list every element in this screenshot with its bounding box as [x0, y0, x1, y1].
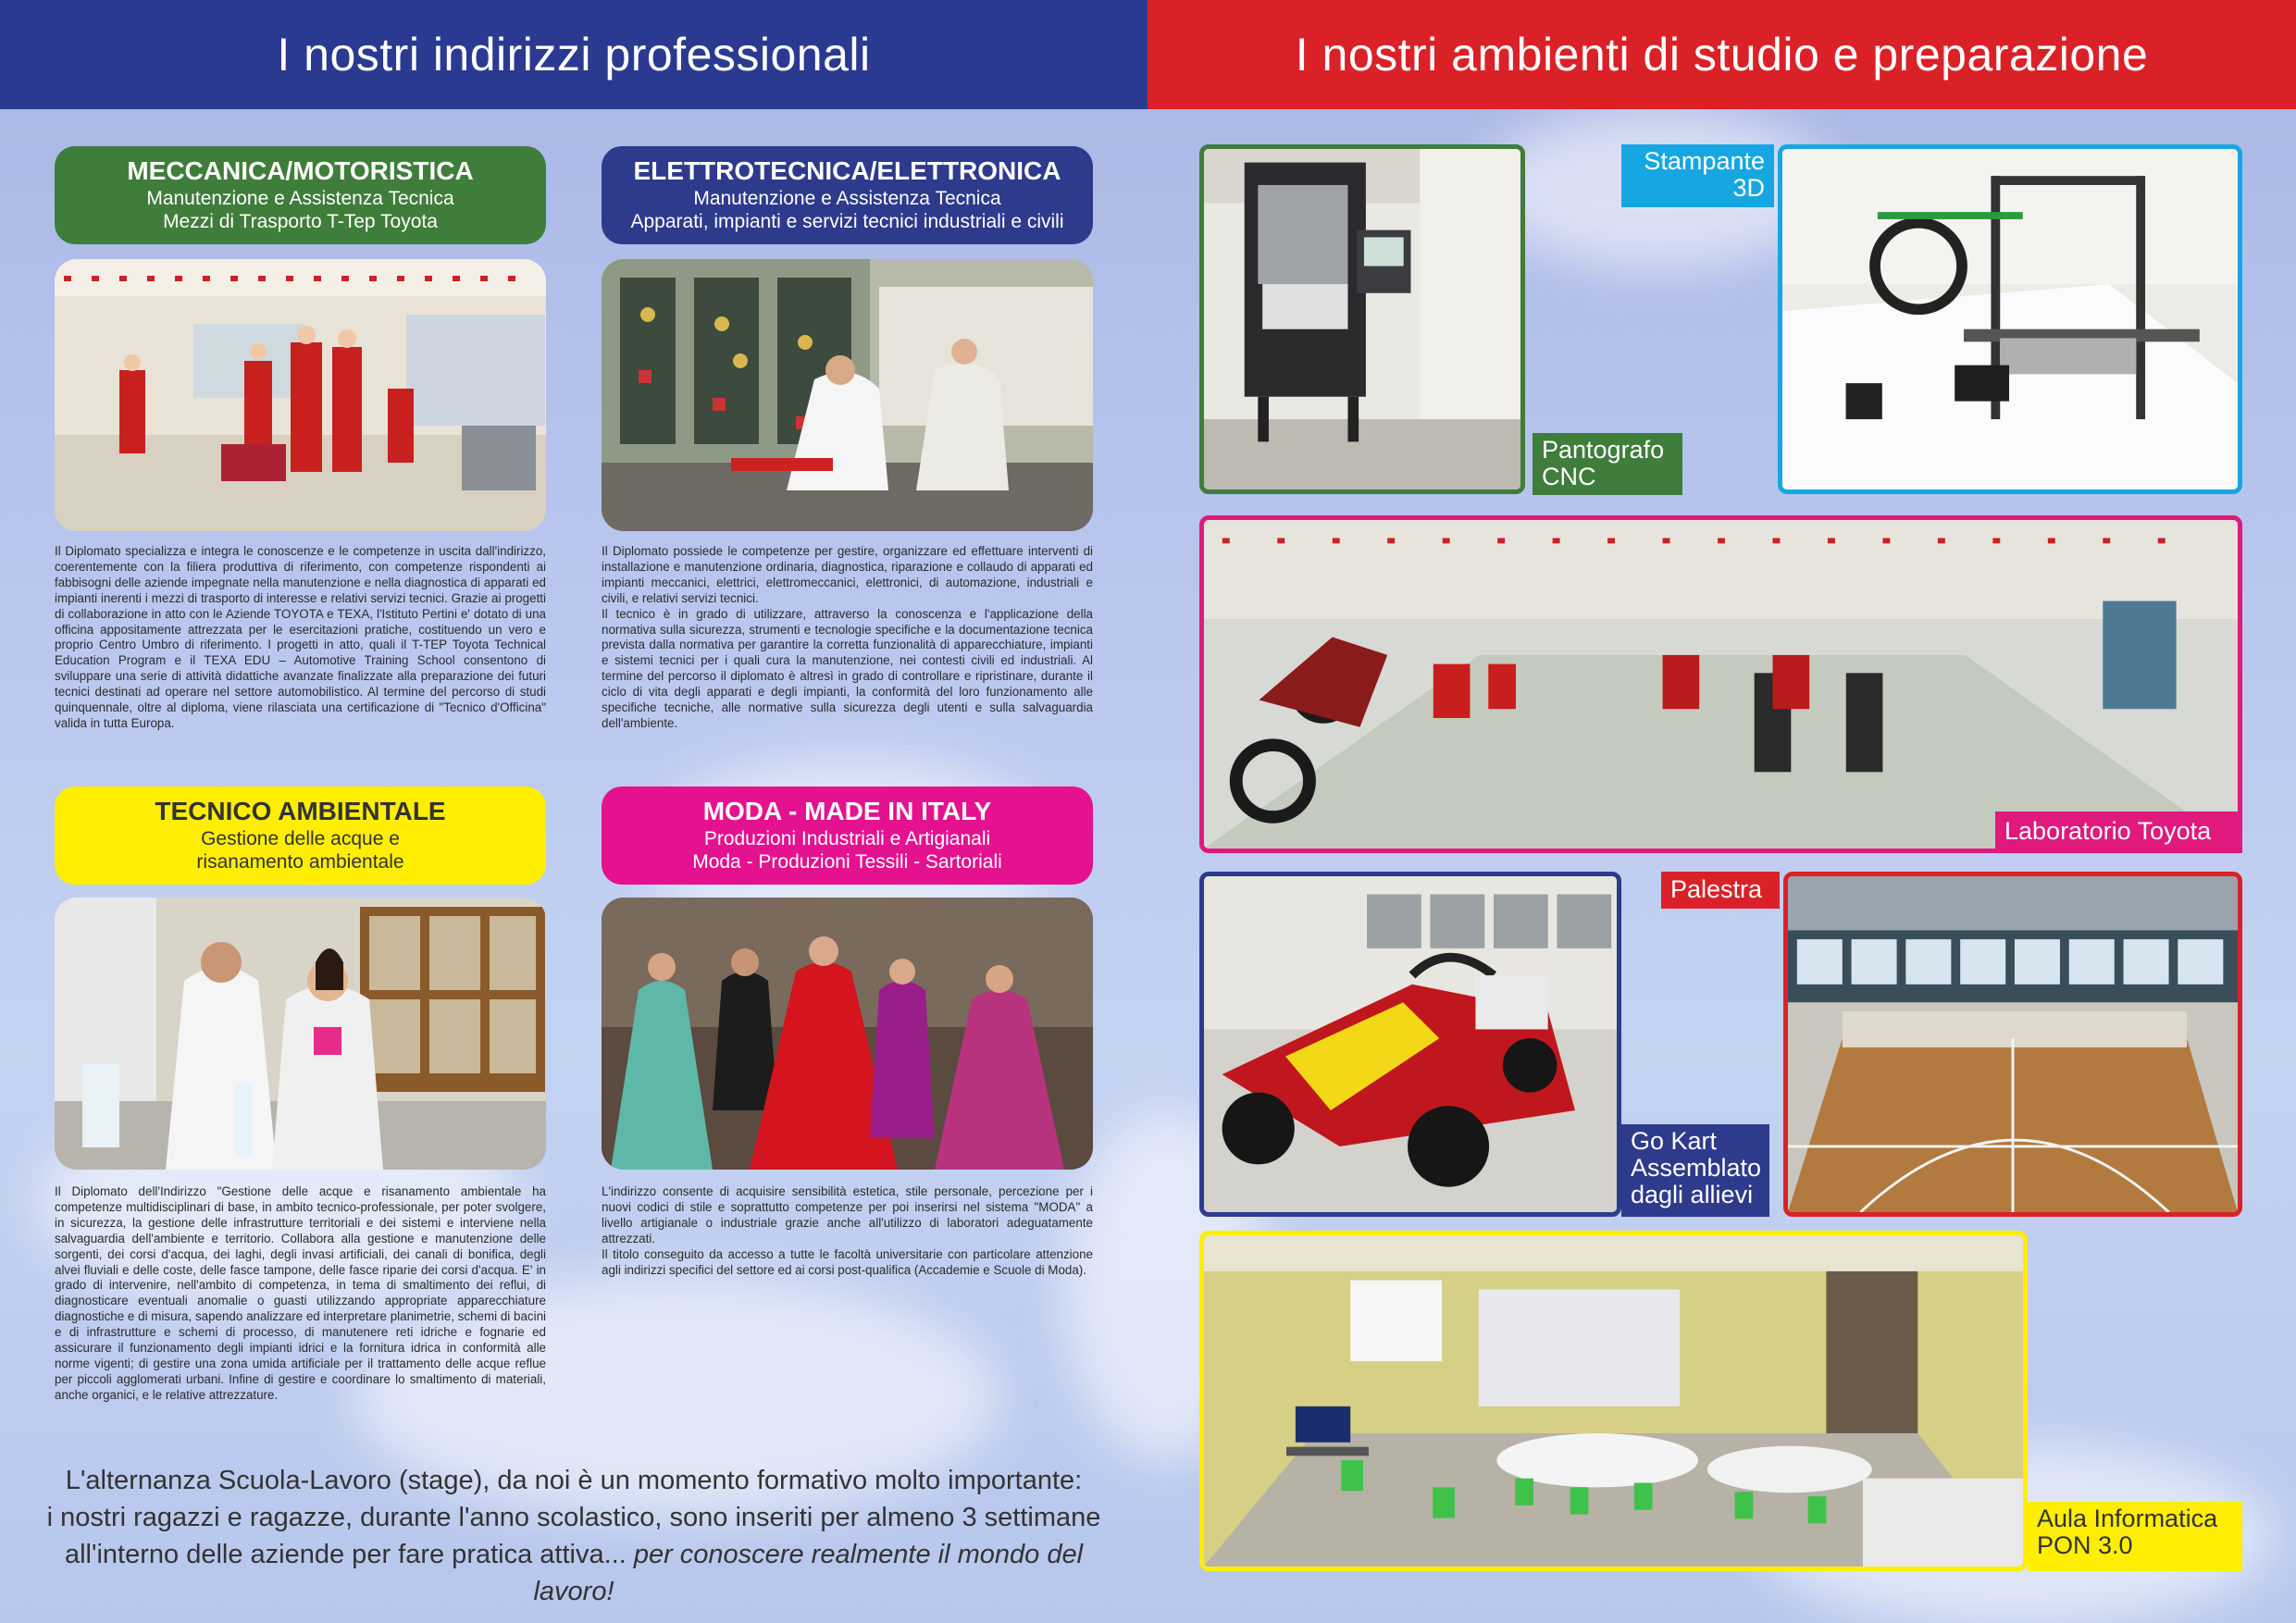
label-line: Laboratorio Toyota	[2004, 817, 2212, 845]
label-line: Assemblato	[1631, 1154, 1762, 1182]
label-go-kart	[1621, 1124, 1769, 1217]
course-description-elettrotecnica	[602, 544, 1093, 732]
course-header-ambientale	[55, 787, 546, 885]
photo-meccanica-workshop	[55, 259, 546, 531]
label-pantografo-cnc	[1533, 433, 1682, 495]
label-line: Stampante	[1644, 147, 1765, 175]
label-laboratorio-toyota	[1995, 812, 2242, 853]
course-header-elettrotecnica	[602, 146, 1093, 244]
closing-statement	[37, 1462, 1111, 1610]
label-line: Palestra	[1670, 875, 1763, 903]
right-title-band	[1148, 0, 2296, 109]
course-title: MODA - MADE IN ITALY	[702, 797, 992, 825]
photo-palestra	[1783, 872, 2242, 1217]
label-line: 3D	[1732, 174, 1765, 202]
closing-line-italic: per conoscere realmente il mondo del lavoro!	[533, 1540, 1084, 1606]
photo-elettrotecnica-lab	[602, 259, 1093, 531]
course-paragraph: Il Diplomato dell'Indirizzo "Gestione delle acque e risanamento ambientale ha competenze multidisciplinari di base, in ambito tecnico-professionale, per poter svolgere, in sicurezza, la gestione delle infrastrutture territoriali e dei sistemi e interviene nella salvaguardia dell'ambiente e territorio. Collabora alla gestione e manutenzione delle sorgenti, dei corsi d'acqua, dei laghi, degli invasi artificiali, dei canali di bonifica, degli alvei fluviali e delle coste, delle fasce tampone, delle fasce riparie dei corsi d'acqua. E' in grado di intervenire, nell'ambito di competenza, in tema di smaltimento dei reflui, di diagnosticare eventuali anomalie o guasti utilizzando appropriate apparecchiature diagnostiche e di misura, sapendo analizzare ed interpretare planimetrie, schemi di bacini e di infrastrutture e schemi di processo, di manutenere reti idriche e fognarie ed assicurare il funzionamento degli impianti idrici e la fornitura idrica in conformità alle norme vigenti; di gestire una zona umida artificiale per il trattamento delle acque reflue per piccoli agglomerati urbani. Infine di gestire e coordinare lo smaltimento di materiali, anche organici, e le relative attrezzature.	[55, 1184, 546, 1402]
photo-pantografo-cnc	[1199, 144, 1525, 494]
photo-ambientale-lab	[55, 898, 546, 1170]
course-description-meccanica	[55, 544, 546, 732]
label-line: Go Kart	[1631, 1127, 1718, 1155]
course-subtitle: Apparati, impianti e servizi tecnici industriali e civili	[630, 211, 1064, 232]
course-subtitle: Gestione delle acque e	[201, 828, 400, 849]
course-paragraph: L'indirizzo consente di acquisire sensibilità estetica, stile personale, percezione per i nuovi codici di stile e soprattutto competenze per poi inserirsi nel sistema "MODA" a livello artigianale o industriale grazie anche all'utilizzo di laboratori adeguatamente attrezzati.	[602, 1184, 1093, 1245]
closing-line	[37, 1536, 1111, 1610]
course-subtitle: Moda - Produzioni Tessili - Sartoriali	[692, 851, 1002, 873]
label-line: Pantografo	[1542, 436, 1665, 464]
label-aula-informatica	[2028, 1502, 2242, 1571]
course-subtitle: Produzioni Industriali e Artigianali	[703, 828, 991, 849]
course-subtitle: risanamento ambientale	[196, 851, 404, 873]
photo-stampante-3d	[1778, 144, 2242, 494]
course-subtitle: Manutenzione e Assistenza Tecnica	[693, 188, 1001, 209]
left-title-band	[0, 0, 1148, 109]
course-title: MECCANICA/MOTORISTICA	[127, 156, 474, 185]
course-paragraph: Il tecnico è in grado di utilizzare, attraverso la conoscenza e l'applicazione della normativa sulla sicurezza, strumenti e tecnologie specifiche e la documentazione tecnica prevista dalla normativa per garantire la corretta funzionalità di apparecchiature, impianti e sistemi tecnici per i quali cura la manutenzione, nei contesti civili ed industriali. Al termine del percorso il diplomato è altresì in grado di controllare e ripristinare, durante il ciclo di vita degli apparati e degli impianti, la conformità del loro funzionamento alle specifiche tecniche, alle normative sulla sicurezza degli utenti e sulla salvaguardia dell'ambiente.	[602, 606, 1093, 730]
closing-line: i nostri ragazzi e ragazze, durante l'anno scolastico, sono inseriti per almeno 3 settimane	[46, 1503, 1101, 1532]
photo-laboratorio-toyota	[1199, 515, 2242, 853]
closing-line: L'alternanza Scuola-Lavoro (stage), da noi è un momento formativo molto importante:	[65, 1466, 1083, 1495]
course-subtitle: Manutenzione e Assistenza Tecnica	[146, 188, 454, 209]
photo-aula-informatica	[1199, 1231, 2028, 1571]
course-title: TECNICO AMBIENTALE	[155, 797, 446, 825]
label-line: Aula Informatica	[2037, 1505, 2218, 1532]
course-description-ambientale	[55, 1184, 546, 1404]
closing-line-plain: all'interno delle aziende per fare pratica attiva...	[64, 1540, 634, 1569]
course-header-meccanica	[55, 146, 546, 244]
course-paragraph: Il Diplomato specializza e integra le conoscenze e le competenze in uscita dall'indirizzo, coerentemente con la filiera produttiva di riferimento, con competenze rispondenti ai fabbisogni delle aziende impegnate nella manutenzione e nella diagnostica di apparati ed impianti inerenti i mezzi di trasporto di interesse e relativi servizi tecnici. Grazie ai progetti di collaborazione in atto con le Aziende TOYOTA e TEXA, l'Istituto Pertini e' dotato di una officina appositamente attrezzata per le esercitazioni pratiche, costituendo un vero e proprio Centro Umbro di riferimento. I progetti in atto, quali il T-TEP Toyota Technical Education Program e il TEXA EDU – Automotive Training School consentono di sviluppare una serie di attività didattiche avanzate finalizzate alla preparazione dei futuri tecnici destinati ad operare nel settore automobilistico. Al termine del percorso di studi quinquennale, oltre al diploma, viene rilasciata una certificazione di "Tecnico d'Officina" valida in tutta Europa.	[55, 544, 546, 730]
course-paragraph: Il Diplomato possiede le competenze per gestire, organizzare ed effettuare interventi di installazione e manutenzione ordinaria, diagnostica, riparazione e collaudo di apparati ed impianti meccanici, elettrici, elettromeccanici, elettronici, di automazione, industriali e civili, e relativi servizi tecnici.	[602, 544, 1093, 605]
label-line: PON 3.0	[2037, 1531, 2133, 1559]
course-title: ELETTROTECNICA/ELETTRONICA	[633, 156, 1061, 185]
label-palestra	[1661, 872, 1780, 909]
label-stampante-3d	[1621, 144, 1774, 207]
course-header-moda	[602, 787, 1093, 885]
photo-go-kart	[1199, 872, 1621, 1217]
course-description-moda	[602, 1184, 1093, 1278]
photo-moda-fashion-show	[602, 898, 1093, 1170]
right-page-title: I nostri ambienti di studio e preparazione	[1295, 29, 2149, 81]
label-line: CNC	[1542, 463, 1596, 490]
course-paragraph: Il titolo conseguito da accesso a tutte le facoltà universitarie con particolare attenzione agli indirizzi specifici del settore ed ai corsi post-qualifica (Accademie e Scuole di Moda).	[602, 1246, 1093, 1277]
course-subtitle: Mezzi di Trasporto T-Tep Toyota	[163, 211, 438, 232]
label-line: dagli allievi	[1631, 1181, 1754, 1208]
left-page-title: I nostri indirizzi professionali	[277, 29, 871, 81]
